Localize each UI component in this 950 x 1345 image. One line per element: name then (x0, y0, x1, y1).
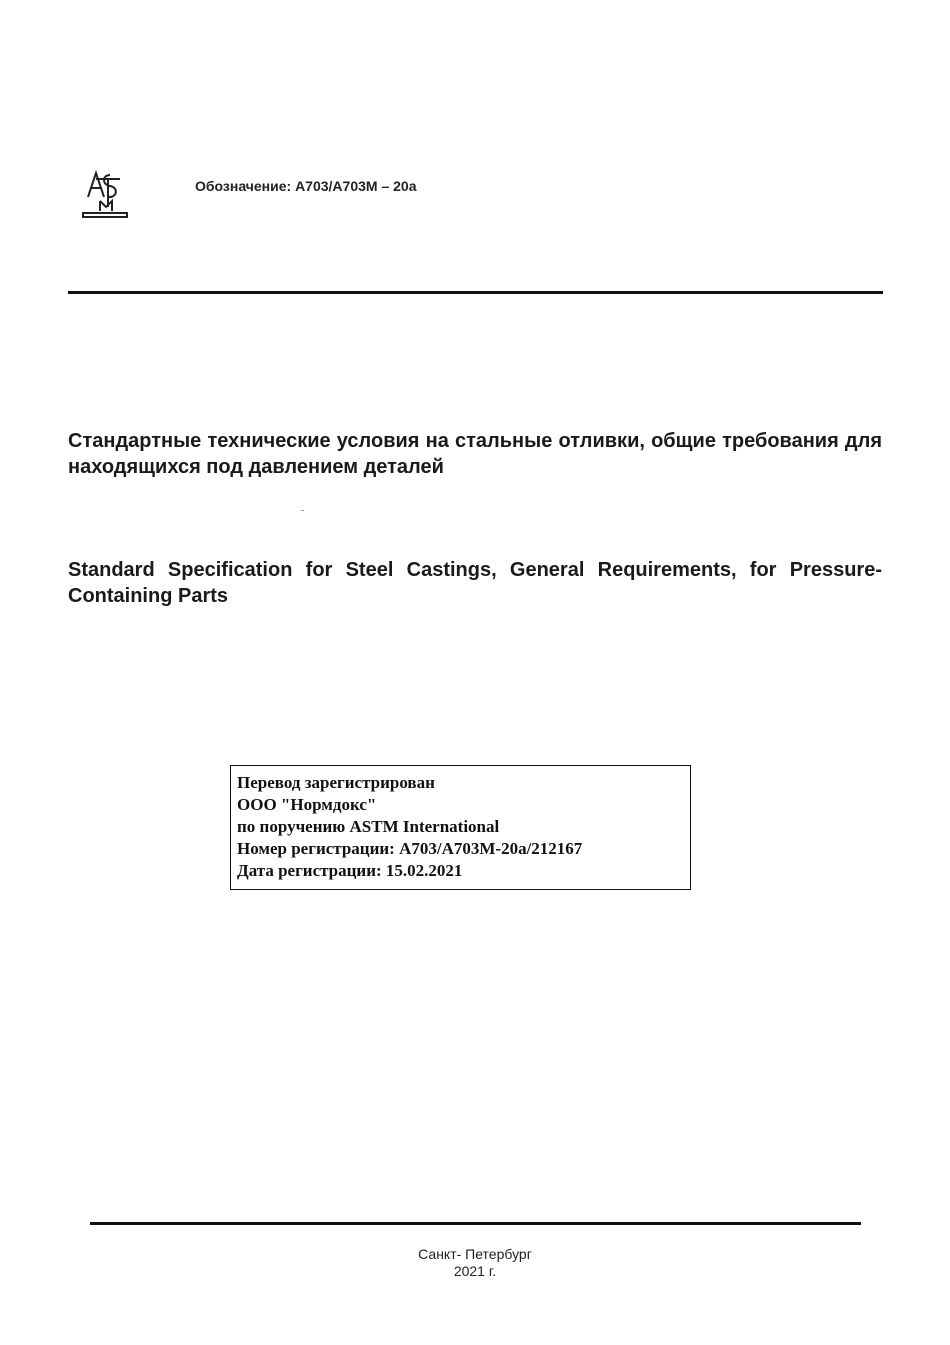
scan-speck (301, 510, 304, 511)
registration-line: Перевод зарегистрирован (237, 773, 435, 792)
registration-line: Дата регистрации: 15.02.2021 (237, 861, 463, 880)
astm-logo-icon (80, 167, 130, 221)
footer-city: Санкт- Петербург (418, 1246, 532, 1262)
registration-line: Номер регистрации: A703/A703M-20a/212167 (237, 839, 583, 858)
title-english: Standard Specification for Steel Castings, General Requirements, for Pressure-Containing Parts (68, 559, 882, 607)
registration-line: ООО "Нормдокс" (237, 795, 377, 814)
registration-stamp (230, 765, 691, 890)
title-russian: Стандартные технические условия на стальные отливки, общие требования для находящихся под давлением деталей (68, 430, 882, 478)
footer-year: 2021 г. (453, 1263, 497, 1279)
top-divider (68, 291, 883, 294)
document-designation: Обозначение: A703/A703M – 20a (195, 178, 417, 194)
bottom-divider (90, 1222, 861, 1225)
registration-line: по поручению ASTM International (237, 817, 500, 836)
footer (0, 1246, 950, 1280)
